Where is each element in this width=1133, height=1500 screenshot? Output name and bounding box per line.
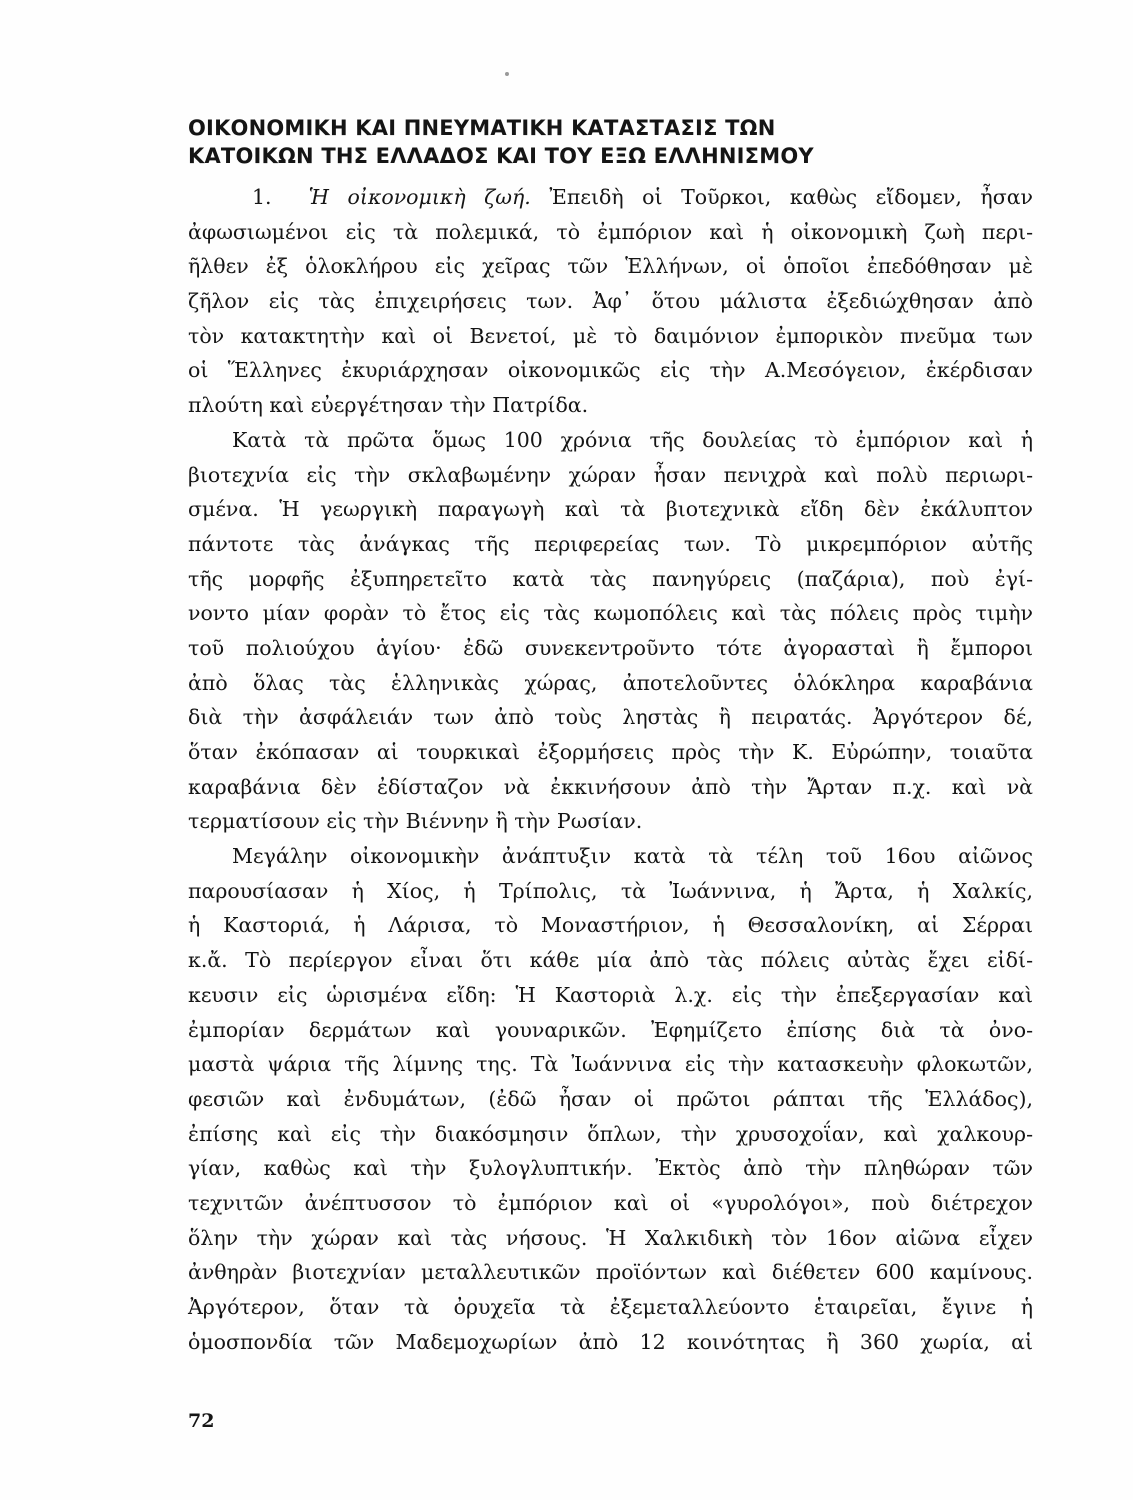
text-line-34: ὁμοσπονδία τῶν Μαδεμοχωρίων ἀπὸ 12 κοινότητας ἢ 360 χωρία, αἱ	[188, 1329, 1033, 1354]
text-line-30: τεχνιτῶν ἀνέπτυσσον τὸ ἐμπόριον καὶ οἱ «γυρολόγοι», ποὺ διέτρεχον	[188, 1190, 1033, 1215]
text-line-28: ἐπίσης καὶ εἰς τὴν διακόσμησιν ὅπλων, τὴν χρυσοχοΐαν, καὶ χαλκουρ-	[188, 1121, 1033, 1146]
text-line-15: ἀπὸ ὅλας τὰς ἑλληνικὰς χώρας, ἀποτελοῦντες ὁλόκληρα καραβάνια	[188, 670, 1033, 695]
text-line-32: ἀνθηρὰν βιοτεχνίαν μεταλλευτικῶν προϊόντων καὶ διέθετεν 600 καμίνους.	[188, 1260, 1033, 1285]
text-line-9: βιοτεχνία εἰς τὴν σκλαβωμένην χώραν ἦσαν πενιχρὰ καὶ πολὺ περιωρι-	[188, 462, 1033, 487]
text-line-21: παρουσίασαν ἡ Χίος, ἡ Τρίπολις, τὰ Ἰωάννινα, ἡ Ἄρτα, ἡ Χαλκίς,	[188, 878, 1033, 903]
heading-line-2: ΚΑΤΟΙΚΩΝ ΤΗΣ ΕΛΛΑΔΟΣ ΚΑΙ ΤΟΥ ΕΞΩ ΕΛΛΗΝΙΣΜΟΥ	[188, 144, 814, 168]
text-line-18: καραβάνια δὲν ἐδίσταζον νὰ ἐκκινήσουν ἀπὸ τὴν Ἄρταν π.χ. καὶ νὰ	[188, 774, 1033, 799]
section-number: 1.	[252, 185, 272, 209]
text-line-26: μαστὰ ψάρια τῆς λίμνης της. Τὰ Ἰωάννινα εἰς τὴν κατασκευὴν φλοκωτῶν,	[188, 1052, 1033, 1077]
text-line-6: οἱ Ἕλληνες ἐκυριάρχησαν οἰκονομικῶς εἰς τὴν Α.Μεσόγειον, ἐκέρδισαν	[188, 358, 1033, 383]
text-line-12: τῆς μορφῆς ἐξυπηρετεῖτο κατὰ τὰς πανηγύρεις (παζάρια), ποὺ ἐγί-	[188, 566, 1033, 591]
text-line-11: πάντοτε τὰς ἀνάγκας τῆς περιφερείας των. Τὸ μικρεμπόριον αὐτῆς	[188, 531, 1033, 556]
text-line-1	[188, 180, 1033, 215]
body-text	[188, 180, 1033, 1359]
text-line-27: φεσιῶν καὶ ἐνδυμάτων, (ἐδῶ ἦσαν οἱ πρῶτοι ράπται τῆς Ἑλλάδος),	[188, 1086, 1033, 1111]
section-title: Ἡ οἰκονομικὴ ζωή.	[308, 185, 531, 209]
text-line-24: κευσιν εἰς ὡρισμένα εἴδη: Ἡ Καστοριὰ λ.χ. εἰς τὴν ἐπεξεργασίαν καὶ	[188, 982, 1033, 1007]
text-line-3: ῆλθεν ἐξ ὁλοκλήρου εἰς χεῖρας τῶν Ἑλλήνων, οἱ ὁποῖοι ἐπεδόθησαν μὲ	[188, 254, 1033, 279]
text-line-33: Ἀργότερον, ὅταν τὰ ὀρυχεῖα τὰ ἐξεμεταλλεύοντο ἑταιρεῖαι, ἔγινε ἡ	[188, 1295, 1033, 1319]
text-line-13: νοντο μίαν φορὰν τὸ ἔτος εἰς τὰς κωμοπόλεις καὶ τὰς πόλεις πρὸς τιμὴν	[188, 601, 1033, 626]
text-line-29: γίαν, καθὼς καὶ τὴν ξυλογλυπτικήν. Ἐκτὸς ἀπὸ τὴν πληθώραν τῶν	[188, 1156, 1033, 1181]
text-line-2: ἀφωσιωμένοι εἰς τὰ πολεμικά, τὸ ἐμπόριον καὶ ἡ οἰκονομικὴ ζωὴ περι-	[188, 219, 1033, 244]
text-line-1-content: Ἐπειδὴ οἱ Τοῦρκοι, καθὼς εἴδομεν, ἦσαν	[549, 185, 1033, 209]
heading-line-1: ΟΙΚΟΝΟΜΙΚΗ ΚΑΙ ΠΝΕΥΜΑΤΙΚΗ ΚΑΤΑΣΤΑΣΙΣ ΤΩΝ	[188, 116, 776, 140]
text-line-8: Κατὰ τὰ πρῶτα ὅμως 100 χρόνια τῆς δουλείας τὸ ἐμπόριον καὶ ἡ	[232, 427, 1033, 452]
text-line-16: διὰ τὴν ἀσφάλειάν των ἀπὸ τοὺς ληστὰς ἢ πειρατάς. Ἀργότερον δέ,	[188, 705, 1033, 730]
chapter-heading	[188, 114, 1048, 170]
text-line-7: πλούτη καὶ εὐεργέτησαν τὴν Πατρίδα.	[188, 393, 589, 418]
text-line-17: ὅταν ἐκόπασαν αἱ τουρκικαὶ ἐξορμήσεις πρὸς τὴν Κ. Εὐρώπην, τοιαῦτα	[188, 740, 1033, 764]
page-number: 72	[188, 1410, 215, 1432]
text-line-14: τοῦ πολιούχου ἁγίου· ἐδῶ συνεκεντροῦντο τότε ἀγορασταὶ ἢ ἔμποροι	[188, 635, 1033, 660]
text-line-4: ζῆλον εἰς τὰς ἐπιχειρήσεις των. Ἀφ᾿ ὅτου μάλιστα ἐξεδιώχθησαν ἀπὸ	[188, 289, 1033, 314]
text-line-25: ἐμπορίαν δερμάτων καὶ γουναρικῶν. Ἐφημίζετο ἐπίσης διὰ τὰ ὀνο-	[188, 1017, 1033, 1042]
text-line-20: Μεγάλην οἰκονομικὴν ἀνάπτυξιν κατὰ τὰ τέλη τοῦ 16ου αἰῶνος	[232, 844, 1033, 869]
text-line-19: τερματίσουν εἰς τὴν Βιέννην ἢ τὴν Ρωσίαν.	[188, 809, 643, 834]
text-line-23: κ.ἄ. Τὸ περίεργον εἶναι ὅτι κάθε μία ἀπὸ τὰς πόλεις αὐτὰς ἔχει εἰδί-	[188, 948, 1033, 973]
ink-speck	[505, 72, 509, 76]
text-line-5: τὸν κατακτητὴν καὶ οἱ Βενετοί, μὲ τὸ δαιμόνιον ἐμπορικὸν πνεῦμα των	[188, 323, 1033, 348]
text-line-31: ὅλην τὴν χώραν καὶ τὰς νήσους. Ἡ Χαλκιδικὴ τὸν 16ον αἰῶνα εἶχεν	[188, 1225, 1033, 1250]
text-line-22: ἡ Καστοριά, ἡ Λάρισα, τὸ Μοναστήριον, ἡ Θεσσαλονίκη, αἱ Σέρραι	[188, 913, 1033, 938]
text-line-10: σμένα. Ἡ γεωργικὴ παραγωγὴ καὶ τὰ βιοτεχνικὰ εἴδη δὲν ἐκάλυπτον	[188, 497, 1033, 522]
